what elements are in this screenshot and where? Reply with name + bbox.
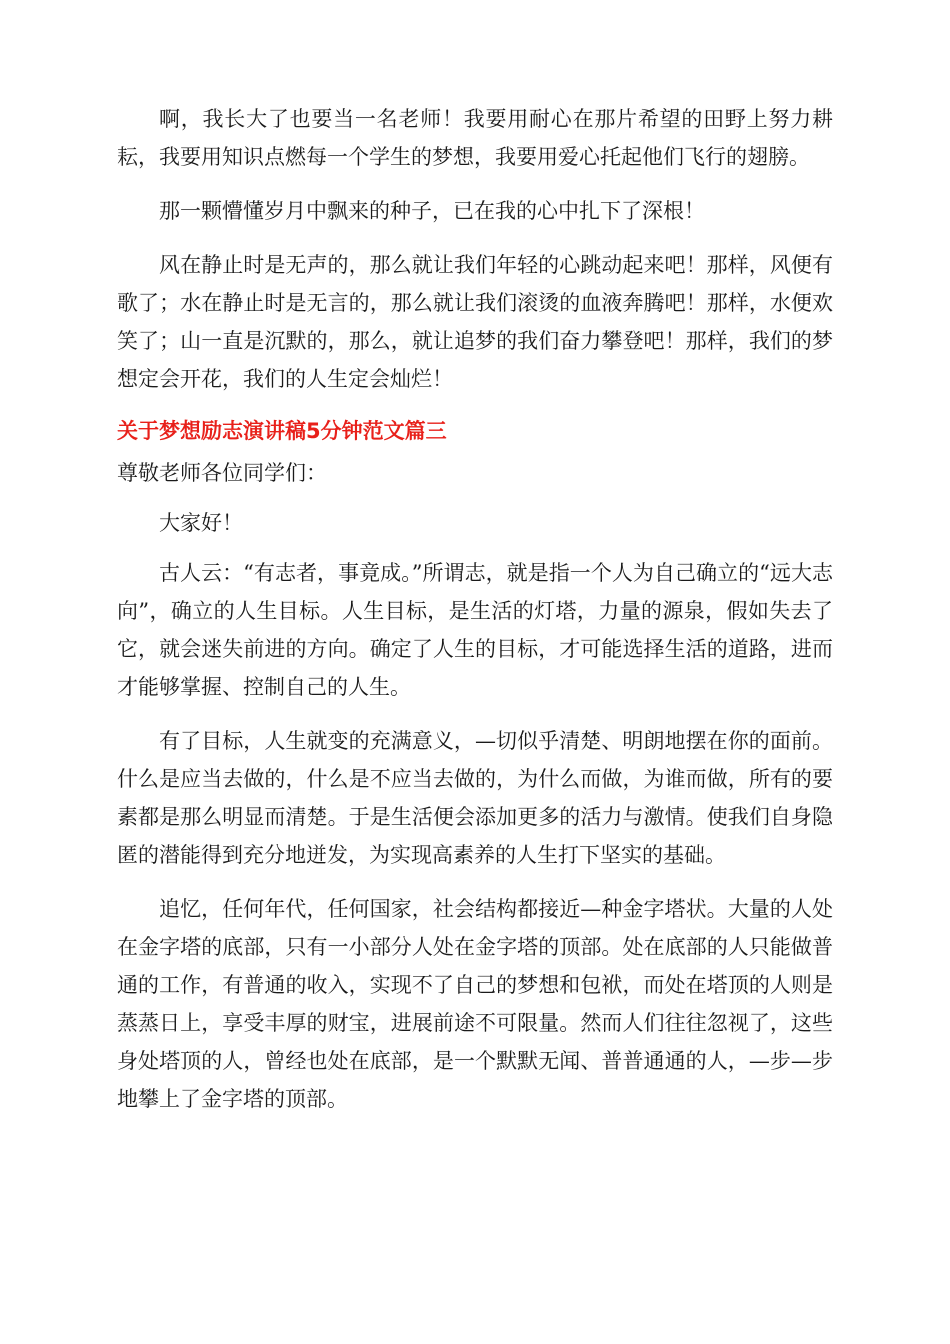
paragraph-goals-meaning: 有了目标，人生就变的充满意义，—切似乎清楚、明朗地摆在你的面前。什么是应当去做的，什么是不应当去做的，为什么而做，为谁而做，所有的要素都是那么明显而清楚。于是生活便会添加更多的活力与激情。使我们自身隐匿的潜能得到充分地迸发，为实现高素养的人生打下坚实的基础。 (117, 729, 833, 867)
salutation: 尊敬老师各位同学们： (117, 461, 327, 485)
document-page (117, 100, 833, 1118)
paragraph-wind-water-mountain: 风在静止时是无声的，那么就让我们年轻的心跳动起来吧！那样，风便有歌了；水在静止时是无言的，那么就让我们滚烫的血液奔腾吧！那样，水便欢笑了；山一直是沉默的，那么，就让追梦的我们奋力攀登吧！那样，我们的梦想定会开花，我们的人生定会灿烂！ (117, 253, 833, 391)
section-heading: 关于梦想励志演讲稿5分钟范文篇三 (117, 419, 447, 443)
paragraph-seed: 那一颗懵懂岁月中飘来的种子，已在我的心中扎下了深根！ (159, 199, 705, 223)
paragraph-pyramid: 追忆，任何年代，任何国家，社会结构都接近—种金字塔状。大量的人处在金字塔的底部，只有一小部分人处在金字塔的顶部。处在底部的人只能做普通的工作，有普通的收入，实现不了自己的梦想和包袱，而处在塔顶的人则是蒸蒸日上，享受丰厚的财宝，进展前途不可限量。然而人们往往忽视了，这些身处塔顶的人，曾经也处在底部，是一个默默无闻、普普通通的人，—步—步地攀上了金字塔的顶部。 (117, 897, 833, 1111)
paragraph-greeting: 大家好！ (159, 511, 243, 535)
paragraph-ambition: 古人云：“有志者，事竟成。”所谓志，就是指一个人为自己确立的“远大志向”，确立的人生目标。人生目标，是生活的灯塔，力量的源泉，假如失去了它，就会迷失前进的方向。确定了人生的目标，才可能选择生活的道路，进而才能够掌握、控制自己的人生。 (117, 561, 833, 699)
paragraph-teacher-dream: 啊，我长大了也要当一名老师！我要用耐心在那片希望的田野上努力耕耘，我要用知识点燃每一个学生的梦想，我要用爱心托起他们飞行的翅膀。 (117, 107, 833, 169)
